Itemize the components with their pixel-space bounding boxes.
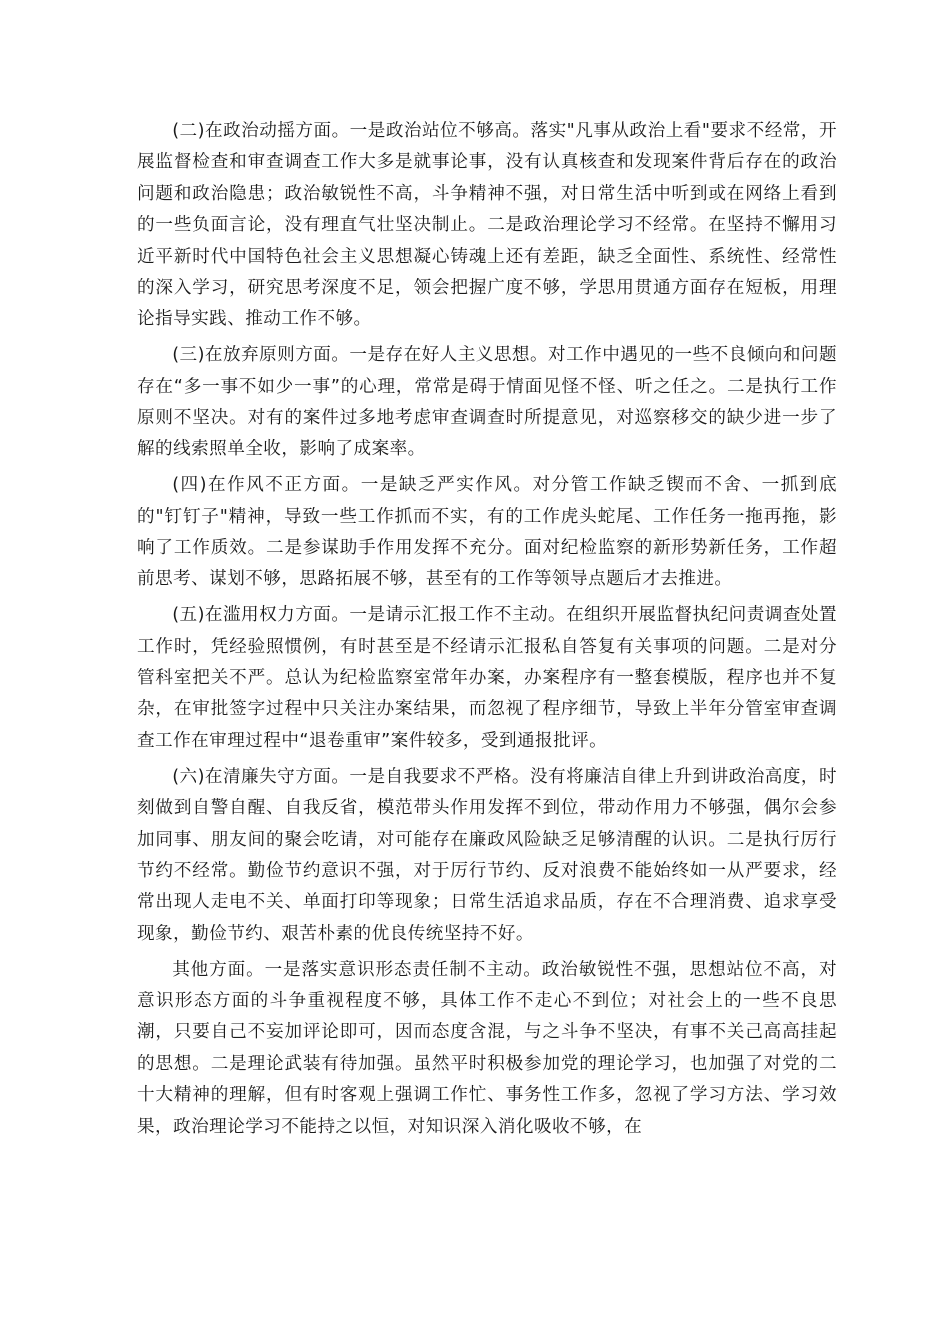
paragraph-political-wavering: (二)在政治动摇方面。一是政治站位不够高。落实"凡事从政治上看"要求不经常，开展监督检查和审查调查工作大多是就事论事，没有认真核查和发现案件背后存在的政治问题和政治隐患；政治敏锐性不高，斗争精神不强，对日常生活中听到或在网络上看到的一些负面言论，没有理直气壮坚决制止。二是政治理论学习不经常。在坚持不懈用习近平新时代中国特色社会主义思想凝心铸魂上还有差距，缺乏全面性、系统性、经常性的深入学习，研究思考深度不足，领会把握广度不够，学思用贯通方面存在短板，用理论指导实践、推动工作不够。 [137, 121, 837, 330]
paragraph-other-aspects: 其他方面。一是落实意识形态责任制不主动。政治敏锐性不强，思想站位不高，对意识形态方面的斗争重视程度不够，具体工作不走心不到位；对社会上的一些不良思潮，只要自己不妄加评论即可，因而态度含混，与之斗争不坚决，有事不关己高高挂起的思想。二是理论武装有待加强。虽然平时积极参加党的理论学习，也加强了对党的二十大精神的理解，但有时客观上强调工作忙、事务性工作多，忽视了学习方法、学习效果，政治理论学习不能持之以恒，对知识深入消化吸收不够，在 [137, 959, 837, 1137]
paragraph-abandoning-principles: (三)在放弃原则方面。一是存在好人主义思想。对工作中遇见的一些不良倾向和问题存在“多一事不如少一事”的心理，常常是碍于情面见怪不怪、听之任之。二是执行工作原则不坚决。对有的案件过多地考虑审查调查时所提意见，对巡察移交的缺少进一步了解的线索照单全收，影响了成案率。 [137, 345, 837, 460]
document-body [137, 116, 837, 1143]
paragraph-improper-work-style: (四)在作风不正方面。一是缺乏严实作风。对分管工作缺乏锲而不舍、一抓到底的"钉钉子"精神，导致一些工作抓而不实，有的工作虎头蛇尾、工作任务一拖再拖，影响了工作质效。二是参谋助手作用发挥不充分。面对纪检监察的新形势新任务，工作超前思考、谋划不够，思路拓展不够，甚至有的工作等领导点题后才去推进。 [137, 475, 837, 590]
paragraph-abuse-of-power: (五)在滥用权力方面。一是请示汇报工作不主动。在组织开展监督执纪问责调查处置工作时，凭经验照惯例，有时甚至是不经请示汇报私自答复有关事项的问题。二是对分管科室把关不严。总认为纪检监察室常年办案，办案程序有一整套模版，程序也并不复杂，在审批签字过程中只关注办案结果，而忽视了程序细节，导致上半年分管室审查调查工作在审理过程中“退卷重审”案件较多，受到通报批评。 [137, 605, 837, 751]
paragraph-integrity-lapses: (六)在清廉失守方面。一是自我要求不严格。没有将廉洁自律上升到讲政治高度，时刻做到自警自醒、自我反省，模范带头作用发挥不到位，带动作用力不够强，偶尔会参加同事、朋友间的聚会吃请，对可能存在廉政风险缺乏足够清醒的认识。二是执行厉行节约不经常。勤俭节约意识不强，对于厉行节约、反对浪费不能始终如一从严要求，经常出现人走电不关、单面打印等现象；日常生活追求品质，存在不合理消费、追求享受现象，勤俭节约、艰苦朴素的优良传统坚持不好。 [137, 766, 837, 944]
